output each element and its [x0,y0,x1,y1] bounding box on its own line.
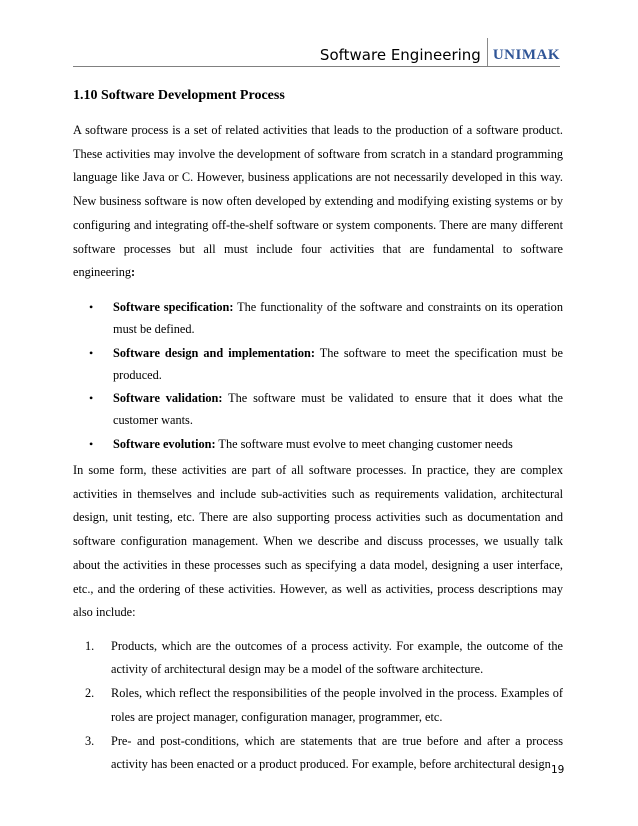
list-item [73,730,563,776]
item-text: Products, which are the outcomes of a process activity. For example, the outcome of the activity of architectural design may be a model of the software architecture. [111,638,563,677]
page-content [73,87,563,777]
list-item [73,342,563,387]
item-number: 3. [85,733,95,748]
section-heading: 1.10 Software Development Process [73,88,285,103]
list-item [73,635,563,681]
item-number: 2. [85,686,95,701]
activity-term: Software specification: [113,299,234,314]
item-text: Roles, which reflect the responsibilities of the people involved in the process. Examples of roles are project manager, configuration manager, programmer, etc. [111,686,563,724]
intro-colon: : [131,265,136,280]
item-number: 1. [85,638,95,653]
page-header [320,38,560,66]
activity-term: Software validation: [113,391,223,406]
activity-text: The software must be validated to ensure that it does what the customer wants. [113,391,563,428]
bullet-icon: • [89,391,94,406]
bullet-icon: • [89,299,94,314]
item-text: Pre- and post-conditions, which are statements that are true before and after a process activity has been enacted or a product produced. For example, before architectural design [111,733,563,771]
process-paragraph: In some form, these activities are part of all software processes. In practice, they are complex activities in themselves and include sub-activities such as requirements validation, architectural design, unit testing, etc. There are also supporting process activities such as documentation and software configuration management. When we describe and discuss processes, we usually talk about the activities in these processes such as specifying a data model, designing a user interface, etc., and the ordering of these activities. However, as well as activities, process descriptions may also include: [73,463,563,620]
process-description-list [73,635,563,776]
activity-text: The software to meet the specification must be produced. [113,345,564,382]
activity-text: The functionality of the software and constraints on its operation must be defined. [113,299,563,337]
list-item [73,296,563,341]
page-number: 19 [551,764,565,776]
activity-text: The software must evolve to meet changing customer needs [215,436,513,451]
header-title: Software Engineering [319,46,481,64]
list-item [73,433,563,455]
list-item [73,387,563,432]
activities-list [73,296,563,455]
intro-text: A software process is a set of related activities that leads to the production of a software product. These activities may involve the development of software from scratch in a standard programming language like Java or C. However, business applications are not necessarily developed in this way. New business software is now often developed by extending and modifying existing systems or by configuring and integrating off-the-shelf software or system components. There are many different software processes but all must include four activities that are fundamental to software engineering [73,123,563,280]
activity-term: Software design and implementation: [113,345,315,360]
header-brand: UNIMAK [492,47,560,63]
bullet-icon: • [89,436,94,451]
intro-paragraph [73,119,563,285]
activity-term: Software evolution: [113,436,216,451]
header-rule [73,66,560,67]
list-item [73,682,563,728]
bullet-icon: • [89,345,94,360]
